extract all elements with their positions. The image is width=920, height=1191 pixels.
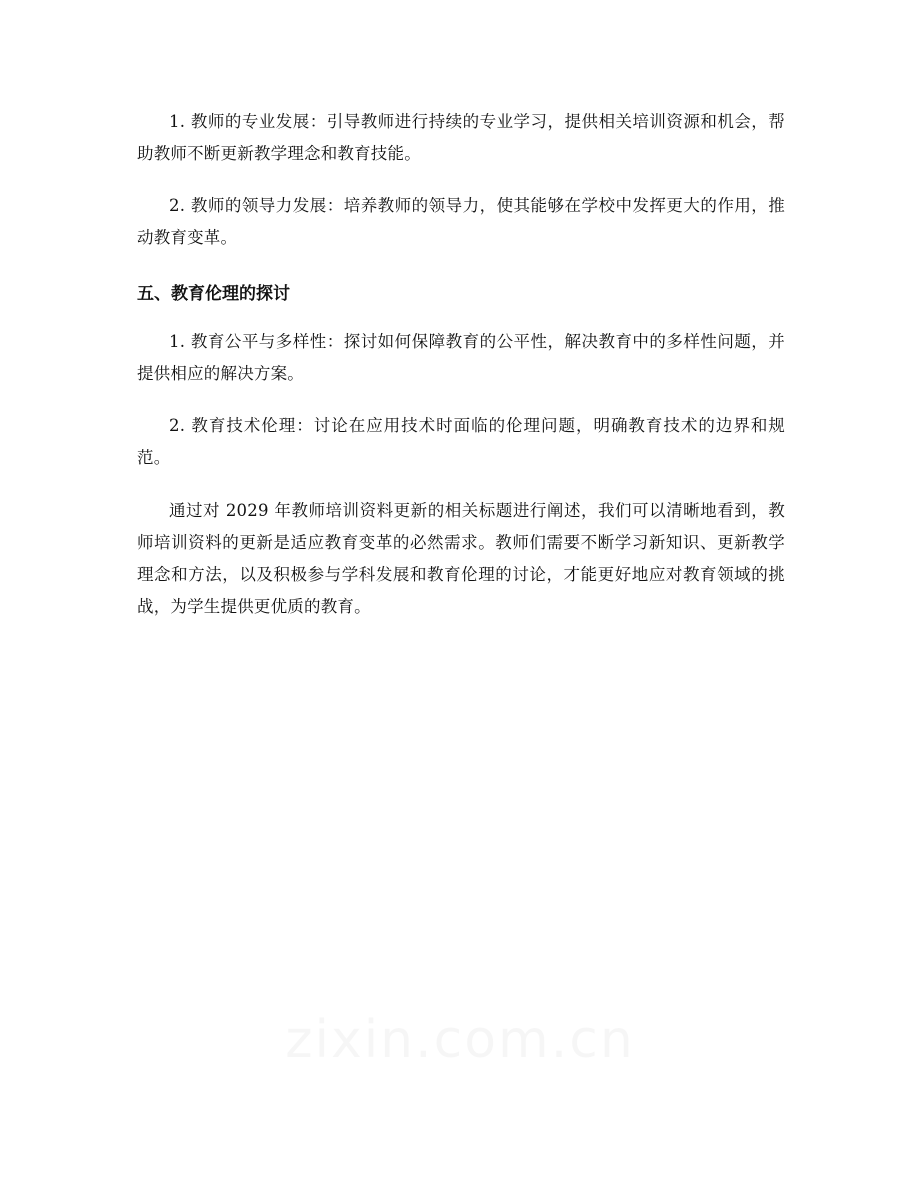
technology-ethics-item: 2. 教育技术伦理：讨论在应用技术时面临的伦理问题，明确教育技术的边界和规范。 [137, 416, 785, 467]
section-heading-education-ethics: 五、教育伦理的探讨 [137, 284, 290, 304]
equity-diversity-item: 1. 教育公平与多样性：探讨如何保障教育的公平性，解决教育中的多样性问题，并提供相应的解决方案。 [137, 332, 785, 383]
professional-development-item: 1. 教师的专业发展：引导教师进行持续的专业学习，提供相关培训资源和机会，帮助教师不断更新教学理念和教育技能。 [137, 112, 785, 163]
conclusion-paragraph: 通过对 2029 年教师培训资料更新的相关标题进行阐述，我们可以清晰地看到，教师培训资料的更新是适应教育变革的必然需求。教师们需要不断学习新知识、更新教学理念和方法，以及积极参与学科发展和教育伦理的讨论，才能更好地应对教育领域的挑战，为学生提供更优质的教育。 [137, 501, 785, 616]
watermark [0, 1010, 920, 1070]
leadership-development-item: 2. 教师的领导力发展：培养教师的领导力，使其能够在学校中发挥更大的作用，推动教育变革。 [137, 196, 785, 247]
